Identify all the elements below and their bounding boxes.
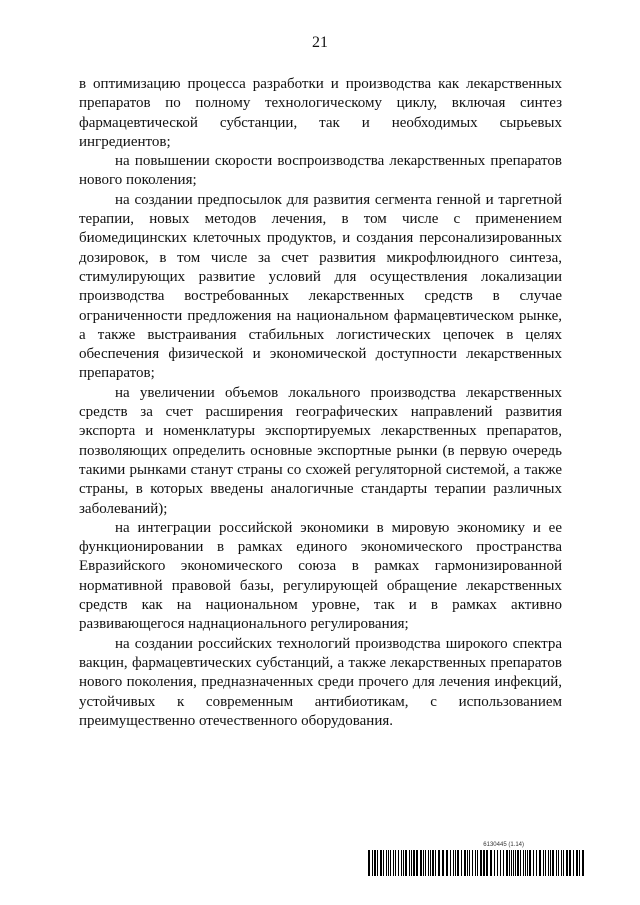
document-body: [79, 75, 562, 731]
barcode-icon: [368, 850, 588, 876]
paragraph-5: на интеграции российской экономики в мировую экономику и ее функционировании в рамках единого экономического пространства Евразийского экономического союза в рамках гармонизированной нормативной правовой базы, регулирующей обращение лекарственных средств как на национальном уровне, так и в рамках активно развивающегося наднационального регулирования;: [79, 519, 562, 633]
paragraph-1: в оптимизацию процесса разработки и производства как лекарственных препаратов по полному технологическому циклу, включая синтез фармацевтической субстанции, так и необходимых сырьевых ингредиентов;: [79, 76, 562, 150]
page-number: 21: [312, 34, 328, 51]
barcode-block: [368, 840, 588, 876]
paragraph-6: на создании российских технологий производства широкого спектра вакцин, фармацевтических субстанций, а также лекарственных препаратов нового поколения, предназначенных среди прочего для лечения инфекций, устойчивых к современным антибиотикам, с использованием преимущественно отечественного оборудования.: [79, 635, 562, 729]
paragraph-3: на создании предпосылок для развития сегмента генной и таргетной терапии, новых методов лечения, в том числе с применением биомедицинских клеточных продуктов, и создания персонализированных дозировок, в том числе за счет развития микрофлюидного синтеза, стимулирующих развитие условий для осуществления локализации производства востребованных лекарственных средств в случае ограниченности предложения на национальном фармацевтическом рынке, а также выстраивания стабильных логистических цепочек в целях обеспечения физической и экономической доступности лекарственных препаратов;: [79, 191, 562, 382]
barcode-code: 6130445 (1.14): [483, 842, 524, 848]
paragraph-2: на повышении скорости воспроизводства лекарственных препаратов нового поколения;: [79, 153, 562, 189]
paragraph-4: на увеличении объемов локального производства лекарственных средств за счет расширения географических направлений развития экспорта и номенклатуры экспортируемых лекарственных препаратов, позволяющих определить основные экспортные рынки (в первую очередь такими рынками станут страны со схожей регуляторной системой, а также страны, в которых введены аналогичные стандарты терапии различных заболеваний);: [79, 384, 562, 517]
